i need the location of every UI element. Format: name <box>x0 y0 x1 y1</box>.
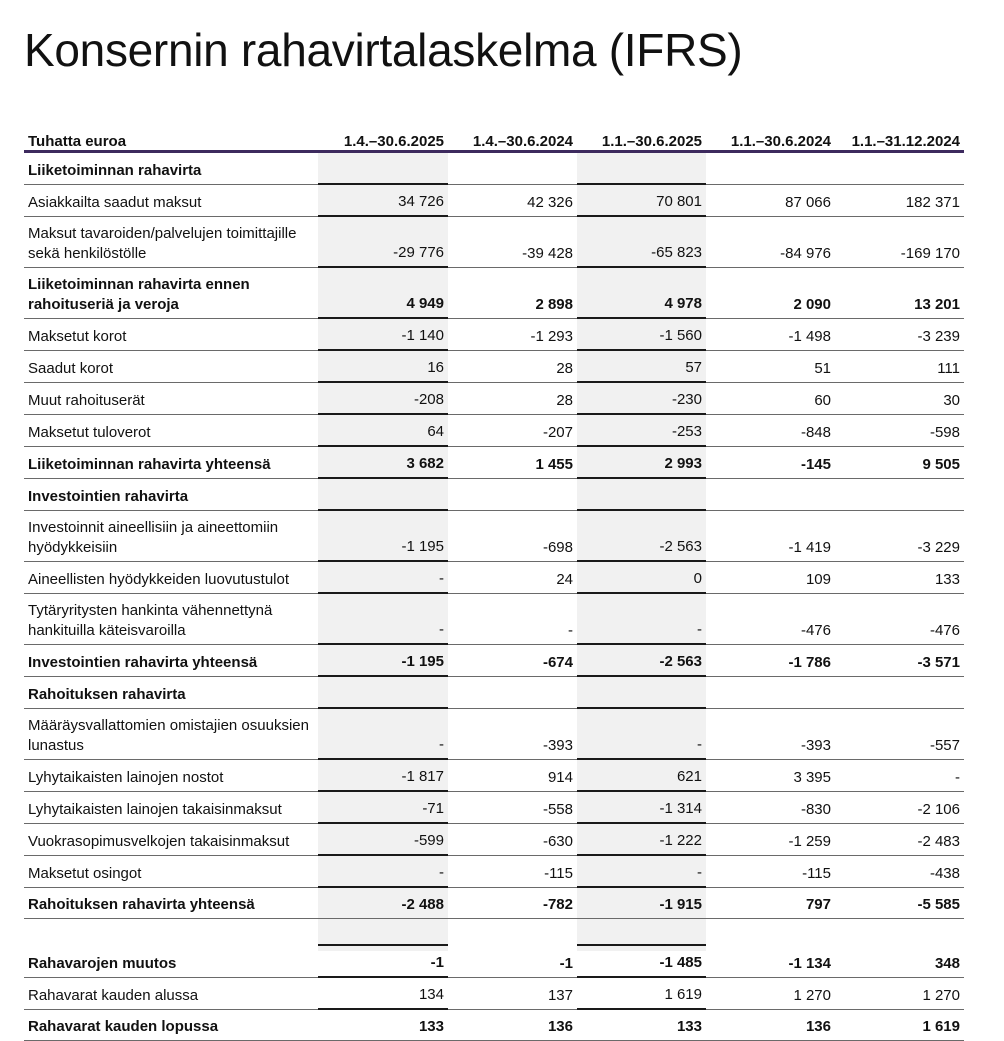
value-cell <box>448 676 577 708</box>
value-cell: -476 <box>929 621 960 639</box>
row-label: Liiketoiminnan rahavirta yhteensä <box>28 455 271 473</box>
value-cell <box>318 478 448 510</box>
value-cell <box>706 152 835 185</box>
value-cell <box>835 478 964 510</box>
value-cell: -2 488 <box>318 887 448 919</box>
table-row <box>24 216 964 267</box>
value-cell: 136 <box>805 1018 831 1035</box>
value-cell: -1 314 <box>577 791 706 823</box>
value-cell: -1 140 <box>318 318 448 350</box>
spacer-cell <box>835 919 964 946</box>
value-cell: 133 <box>934 570 960 588</box>
spacer-cell <box>706 919 835 946</box>
value-cell <box>835 676 964 708</box>
row-label: Maksetut korot <box>28 327 127 345</box>
total-row <box>24 267 964 318</box>
spacer-cell <box>448 919 577 946</box>
table-row <box>24 708 964 759</box>
row-label: Vuokrasopimusvelkojen takaisinmaksut <box>28 832 290 850</box>
value-cell: 914 <box>547 768 573 786</box>
value-cell <box>706 478 835 510</box>
value-cell: 1 619 <box>577 977 706 1009</box>
value-cell: 3 682 <box>318 446 448 478</box>
value-cell: 137 <box>547 986 573 1004</box>
value-cell: -1 817 <box>318 759 448 791</box>
value-cell: - <box>577 855 706 887</box>
spacer-row <box>24 919 964 946</box>
value-cell: -476 <box>800 621 831 639</box>
column-header: 1.1.–30.6.2024 <box>730 133 831 150</box>
value-cell: 109 <box>805 570 831 588</box>
value-cell <box>318 152 448 185</box>
value-cell: -84 976 <box>780 244 831 262</box>
unit-label: Tuhatta euroa <box>28 133 127 150</box>
value-cell: -1 <box>318 945 448 977</box>
value-cell: 1 270 <box>922 986 960 1004</box>
value-cell: - <box>568 621 573 639</box>
value-cell: -2 106 <box>917 800 960 818</box>
row-label: Maksut tavaroiden/palvelujen toimittajille sekä henkilöstölle <box>28 224 297 262</box>
table-row <box>24 414 964 446</box>
table-row <box>24 184 964 216</box>
value-cell: 64 <box>318 414 448 446</box>
value-cell: -1 195 <box>318 510 448 561</box>
total-row <box>24 644 964 676</box>
value-cell: -1 134 <box>788 954 831 972</box>
table-row <box>24 791 964 823</box>
value-cell: 348 <box>934 954 960 972</box>
value-cell: 60 <box>814 391 831 409</box>
row-label: Määräysvallattomien omistajien osuuksien lunastus <box>28 716 309 754</box>
section-header-row <box>24 676 964 708</box>
value-cell: -438 <box>929 864 960 882</box>
value-cell: 51 <box>814 359 831 377</box>
row-label: Rahavarat kauden alussa <box>28 986 199 1004</box>
page-title: Konsernin rahavirtalaskelma (IFRS) <box>24 24 743 76</box>
value-cell: -557 <box>929 736 960 754</box>
value-cell: 16 <box>318 350 448 382</box>
value-cell: -1 419 <box>788 538 831 556</box>
value-cell: -1 195 <box>318 644 448 676</box>
value-cell: -1 485 <box>577 945 706 977</box>
total-row <box>24 446 964 478</box>
value-cell <box>577 676 706 708</box>
value-cell: -145 <box>800 455 831 473</box>
value-cell: -39 428 <box>522 244 573 262</box>
table-row <box>24 977 964 1009</box>
value-cell <box>448 478 577 510</box>
table-row <box>24 759 964 791</box>
row-label: Lyhytaikaisten lainojen takaisinmaksut <box>28 800 282 818</box>
value-cell <box>835 152 964 185</box>
value-cell: -393 <box>800 736 831 754</box>
value-cell: -29 776 <box>318 216 448 267</box>
value-cell: 30 <box>943 391 960 409</box>
row-label: Aineellisten hyödykkeiden luovutustulot <box>28 570 289 588</box>
value-cell: -1 <box>559 954 573 972</box>
value-cell: 24 <box>556 570 573 588</box>
value-cell: -65 823 <box>577 216 706 267</box>
table-row <box>24 318 964 350</box>
row-label: Tytäryritysten hankinta vähennettynä hankituilla käteisvaroilla <box>28 601 273 639</box>
row-label: Liiketoiminnan rahavirta ennen rahoituseriä ja veroja <box>28 275 250 313</box>
value-cell: -3 571 <box>917 653 960 671</box>
row-label: Rahoituksen rahavirta yhteensä <box>28 896 255 913</box>
value-cell: -230 <box>577 382 706 414</box>
value-cell: 111 <box>937 359 960 377</box>
spacer-cell <box>577 919 706 946</box>
value-cell: -5 585 <box>917 896 960 913</box>
value-cell: 2 090 <box>793 295 831 313</box>
value-cell: 28 <box>556 359 573 377</box>
value-cell: -2 563 <box>577 644 706 676</box>
value-cell: -698 <box>542 538 573 556</box>
row-label: Muut rahoituserät <box>28 391 145 409</box>
spacer-cell <box>318 919 448 946</box>
value-cell: -674 <box>542 653 573 671</box>
column-header: 1.4.–30.6.2025 <box>343 133 444 150</box>
value-cell: 34 726 <box>318 184 448 216</box>
value-cell: -3 239 <box>917 327 960 345</box>
value-cell: - <box>318 593 448 644</box>
row-label: Rahavarat kauden lopussa <box>28 1018 219 1035</box>
value-cell: 42 326 <box>527 193 573 211</box>
value-cell: - <box>577 593 706 644</box>
value-cell: 1 619 <box>922 1018 960 1035</box>
row-label: Rahoituksen rahavirta <box>28 685 186 703</box>
value-cell <box>577 478 706 510</box>
value-cell: -208 <box>318 382 448 414</box>
value-cell: 13 201 <box>914 295 960 313</box>
value-cell: -599 <box>318 823 448 855</box>
value-cell: -1 222 <box>577 823 706 855</box>
value-cell: 4 949 <box>318 267 448 318</box>
value-cell: -1 259 <box>788 832 831 850</box>
value-cell: 87 066 <box>785 193 831 211</box>
value-cell: 70 801 <box>577 184 706 216</box>
row-label: Maksetut tuloverot <box>28 423 151 441</box>
total-row <box>24 945 964 977</box>
row-label: Maksetut osingot <box>28 864 142 882</box>
value-cell: -630 <box>542 832 573 850</box>
value-cell: -115 <box>802 864 831 882</box>
value-cell: 2 898 <box>535 295 573 313</box>
value-cell <box>577 152 706 185</box>
value-cell: -848 <box>800 423 831 441</box>
value-cell: 0 <box>577 561 706 593</box>
value-cell: 133 <box>577 1009 706 1041</box>
table-row <box>24 382 964 414</box>
table-row <box>24 823 964 855</box>
value-cell: -1 786 <box>788 653 831 671</box>
value-cell: -115 <box>544 864 573 882</box>
value-cell: 136 <box>547 1018 573 1035</box>
row-label: Investointien rahavirta <box>28 487 189 505</box>
total-row <box>24 1009 964 1041</box>
value-cell: -393 <box>542 736 573 754</box>
value-cell: -1 915 <box>577 887 706 919</box>
table-header-row <box>24 128 964 152</box>
value-cell: -1 498 <box>788 327 831 345</box>
row-label: Lyhytaikaisten lainojen nostot <box>28 768 224 786</box>
section-header-row <box>24 152 964 185</box>
value-cell: - <box>318 855 448 887</box>
value-cell: -169 170 <box>900 244 960 262</box>
value-cell: 1 455 <box>535 455 573 473</box>
section-header-row <box>24 478 964 510</box>
value-cell: -558 <box>542 800 573 818</box>
value-cell: - <box>955 768 960 786</box>
cash-flow-table <box>24 128 964 1041</box>
value-cell: -782 <box>542 896 573 913</box>
value-cell <box>318 676 448 708</box>
value-cell: - <box>318 708 448 759</box>
value-cell: -71 <box>318 791 448 823</box>
value-cell: -1 560 <box>577 318 706 350</box>
table-row <box>24 350 964 382</box>
value-cell: -598 <box>929 423 960 441</box>
table-row <box>24 510 964 561</box>
value-cell: -2 563 <box>577 510 706 561</box>
row-label: Investoinnit aineellisiin ja aineettomiin hyödykkeisiin <box>28 518 279 556</box>
spacer-cell <box>24 919 318 946</box>
value-cell: 2 993 <box>577 446 706 478</box>
table-row <box>24 855 964 887</box>
value-cell <box>448 152 577 185</box>
value-cell: - <box>577 708 706 759</box>
value-cell: 9 505 <box>922 455 960 473</box>
row-label: Investointien rahavirta yhteensä <box>28 653 258 671</box>
value-cell: 1 270 <box>793 986 831 1004</box>
value-cell: 134 <box>318 977 448 1009</box>
value-cell: 28 <box>556 391 573 409</box>
row-label: Saadut korot <box>28 359 114 377</box>
value-cell: 133 <box>318 1009 448 1041</box>
value-cell <box>706 676 835 708</box>
table-row <box>24 561 964 593</box>
value-cell: -1 293 <box>530 327 573 345</box>
row-label: Asiakkailta saadut maksut <box>28 193 202 211</box>
value-cell: 182 371 <box>905 193 960 211</box>
value-cell: 3 395 <box>793 768 831 786</box>
column-header: 1.1.–30.6.2025 <box>601 133 702 150</box>
value-cell: 57 <box>577 350 706 382</box>
column-header: 1.4.–30.6.2024 <box>472 133 573 150</box>
value-cell: 621 <box>577 759 706 791</box>
total-row <box>24 887 964 919</box>
value-cell: -253 <box>577 414 706 446</box>
value-cell: 4 978 <box>577 267 706 318</box>
row-label: Rahavarojen muutos <box>28 954 177 972</box>
value-cell: 797 <box>805 896 831 913</box>
row-label: Liiketoiminnan rahavirta <box>28 161 202 179</box>
value-cell: -3 229 <box>917 538 960 556</box>
table-row <box>24 593 964 644</box>
value-cell: -2 483 <box>917 832 960 850</box>
value-cell: -830 <box>800 800 831 818</box>
column-header: 1.1.–31.12.2024 <box>851 133 960 150</box>
value-cell: - <box>318 561 448 593</box>
value-cell: -207 <box>542 423 573 441</box>
